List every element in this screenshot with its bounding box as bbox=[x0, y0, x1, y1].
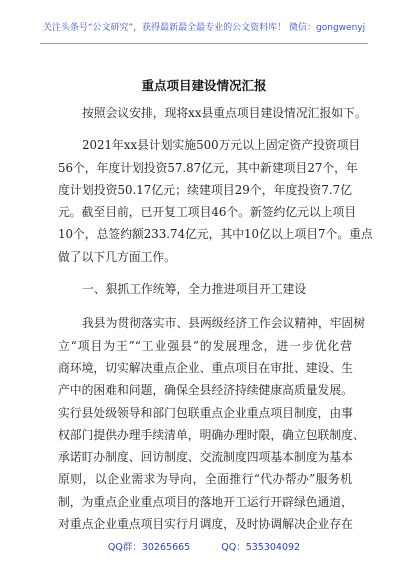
document-title: 重点项目建设情况汇报 bbox=[141, 78, 267, 93]
paragraph-line: 56个，年度计划投资57.87亿元，其中新建项目27个，年 bbox=[58, 160, 358, 175]
qq-label: QQ：535304092 bbox=[221, 542, 301, 553]
paragraph-line: 立“项目为王”“工业强县”的发展理念，进一步优化营 bbox=[58, 338, 352, 353]
paragraph-line: 产中的困难和问题，确保全县经济持续健康高质量发展。 bbox=[58, 383, 353, 398]
paragraph-line: 承诺盯办制度、回访制度、交流制度四项基本制度为基本 bbox=[58, 450, 353, 465]
paragraph-line: 对重点企业重点项目实行月调度，及时协调解决企业存在 bbox=[58, 517, 353, 532]
footer-contact bbox=[0, 539, 408, 553]
paragraph-line: 元。截至目前，已开复工项目46个。新签约亿元以上项目 bbox=[58, 205, 357, 220]
header-banner: 关注头条号“公文研究”，获得最新最全最专业的公文资料库！ 微信：gongwenyj bbox=[42, 23, 366, 33]
paragraph-line: 制，为重点企业重点项目的落地开工运行开辟绿色通道， bbox=[58, 494, 353, 509]
paragraph-line: 我县为贯彻落实市、县两级经济工作会议精神，牢固树 bbox=[82, 316, 366, 331]
section-heading: 一、狠抓工作统筹，全力推进项目开工建设 bbox=[82, 282, 307, 297]
paragraph-line: 原则，以企业需求为导向，全面推行“代办帮办”服务机 bbox=[58, 472, 352, 487]
paragraph-line: 做了以下几方面工作。 bbox=[58, 249, 176, 264]
paragraph-line: 10个，总签约额233.74亿元，其中10亿以上项目7个。重点 bbox=[58, 227, 373, 242]
paragraph-line: 度计划投资50.17亿元；续建项目29个，年度投资7.7亿 bbox=[58, 182, 352, 197]
paragraph-line: 商环境，切实解决重点企业、重点项目在审批、建设、生 bbox=[58, 360, 353, 375]
paragraph-line: 实行县处级领导和部门包联重点企业重点项目制度，由事 bbox=[58, 405, 353, 420]
paragraph-line: 按照会议安排，现将xx县重点项目建设情况汇报如下。 bbox=[82, 106, 367, 120]
qq-group-label: QQ群：30265665 bbox=[107, 542, 191, 553]
document-body bbox=[58, 102, 373, 535]
paragraph-line: 权部门提供办理手续清单，明确办理时限，确立包联制度、 bbox=[58, 427, 365, 442]
header-divider bbox=[40, 43, 368, 44]
paragraph-line: 2021年xx县计划实施500万元以上固定资产投资项目 bbox=[82, 138, 361, 153]
